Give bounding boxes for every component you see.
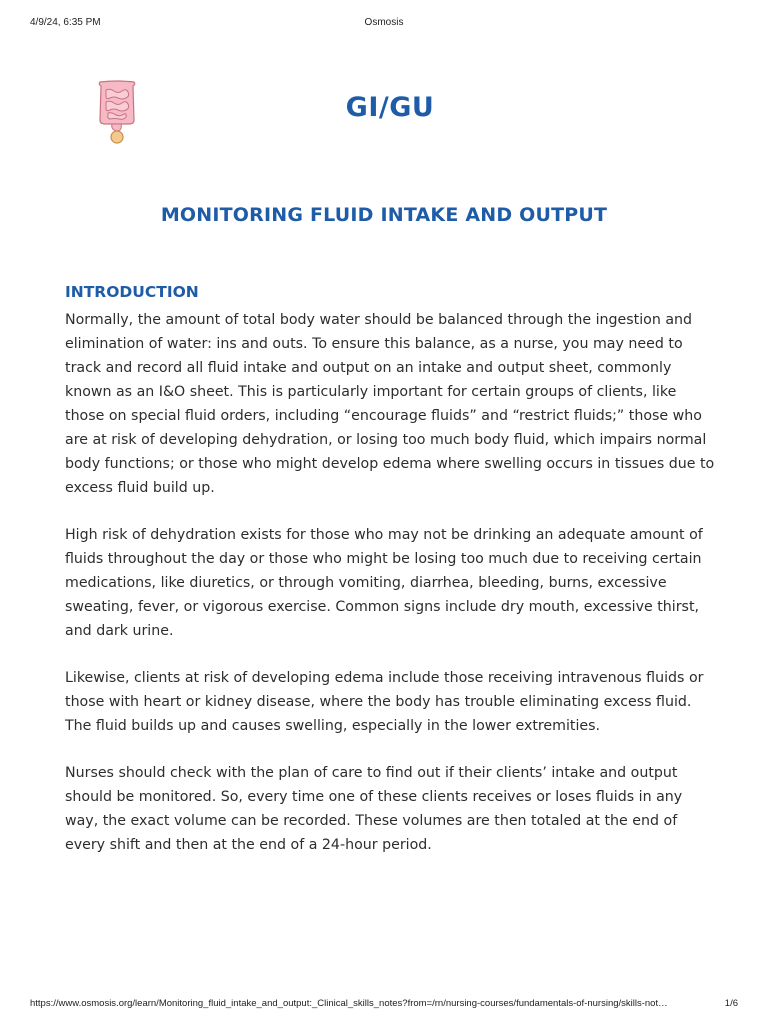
print-footer [30, 998, 738, 1012]
print-site-title: Osmosis [364, 17, 404, 28]
source-url[interactable]: https://www.osmosis.org/learn/Monitoring_fluid_intake_and_output:_Clinical_skills_notes?from=/rn/nursing-courses/fundamentals-of-nursing/skills-not… [30, 998, 668, 1009]
paragraph: Nurses should check with the plan of care to find out if their clients’ intake and output should be monitored. So, every time one of these clients receives or loses fluids in any way, the exact volume can be recorded. These volumes are then totaled at the end of every shift and then at the end of a 24-hour period. [65, 765, 683, 853]
page-title: MONITORING FLUID INTAKE AND OUTPUT [160, 204, 608, 226]
paragraph: Normally, the amount of total body water should be balanced through the ingestion and elimination of water: ins and outs. To ensure this balance, as a nurse, you may need to track and record all fluid intake and output on an intake and output sheet, commonly known as an I&O sheet. This is particularly important for certain groups of clients, like those on special fluid orders, including “encourage fluids” and “restrict fluids;” those who are at risk of developing dehydration, or losing too much body fluid, which impairs normal body functions; or those who might develop edema where swelling occurs in tissues due to excess fluid build up. [65, 312, 715, 496]
section-heading-introduction: INTRODUCTION [65, 283, 199, 301]
paragraph: Likewise, clients at risk of developing edema include those receiving intravenous fluids or those with heart or kidney disease, where the body has trouble eliminating excess fluid. The fluid builds up and causes swelling, especially in the lower extremities. [65, 670, 704, 734]
page-indicator: 1/6 [724, 998, 738, 1009]
print-datetime: 4/9/24, 6:35 PM [30, 17, 101, 28]
paragraph: High risk of dehydration exists for those who may not be drinking an adequate amount of fluids throughout the day or those who might be losing too much due to receiving certain medications, like diuretics, or through vomiting, diarrhea, bleeding, burns, excessive sweating, fever, or vigorous exercise. Common signs include dry mouth, excessive thirst, and dark urine. [65, 527, 703, 639]
introduction-body [65, 308, 715, 880]
print-header [30, 17, 738, 31]
intestines-icon [94, 80, 140, 144]
topic-title: GI/GU [345, 92, 435, 123]
